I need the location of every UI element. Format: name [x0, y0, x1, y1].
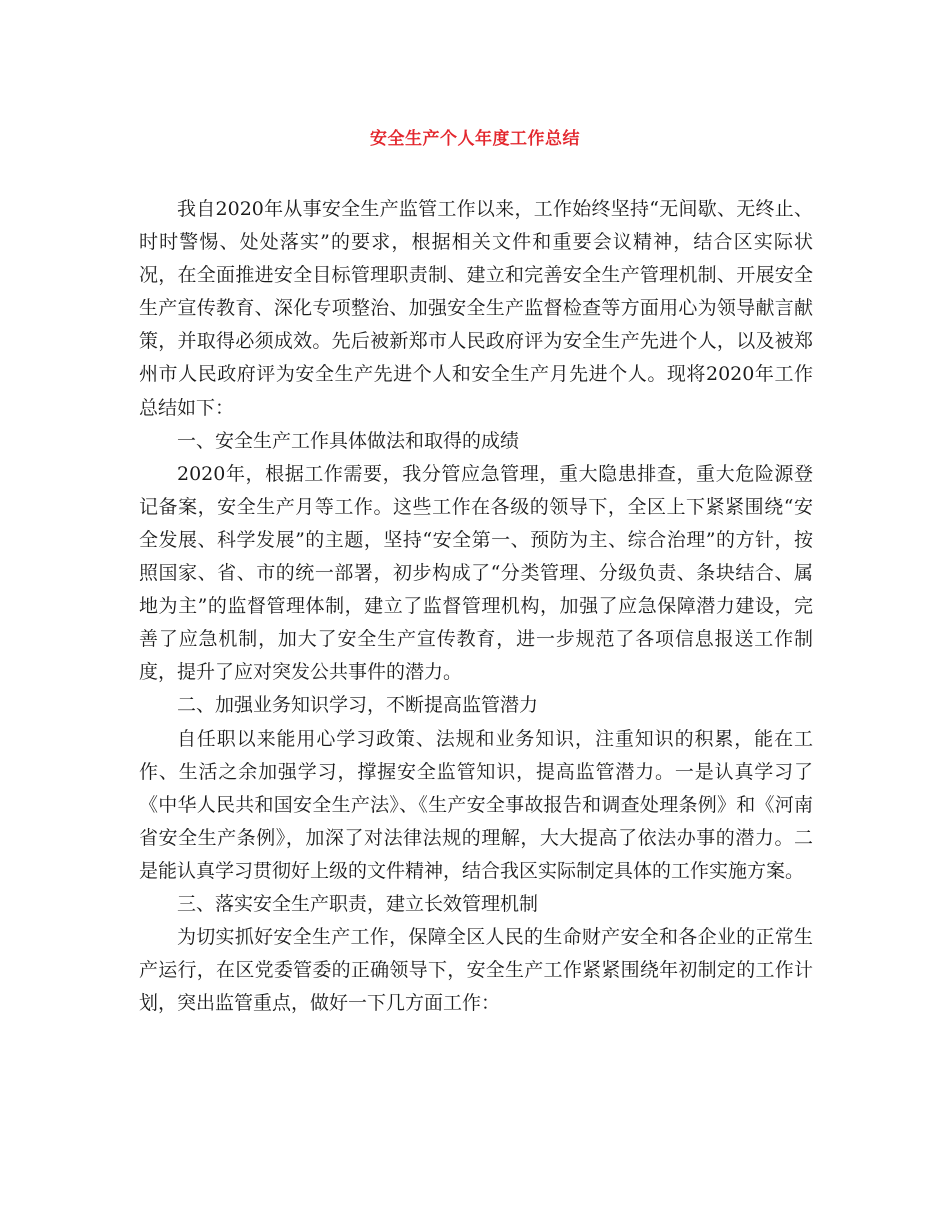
- section-heading-2: 二、加强业务知识学习，不断提高监管潜力: [177, 694, 539, 717]
- paragraph-section-1: 2020年，根据工作需要，我分管应急管理，重大隐患排查，重大危险源登记备案，安全生产月等工作。这些工作在各级的领导下，全区上下紧紧围绕“安全发展、科学发展”的主题，坚持“安全第一、预防为主、综合治理”的方针，按照国家、省、市的统一部署，初步构成了“分类管理、分级负责、条块结合、属地为主”的监督管理体制，建立了监督管理机构，加强了应急保障潜力建设，完善了应急机制，加大了安全生产宣传教育，进一步规范了各项信息报送工作制度，提升了应对突发公共事件的潜力。: [139, 462, 813, 684]
- document-body: [139, 193, 813, 1020]
- document-title: 安全生产个人年度工作总结: [370, 129, 580, 149]
- paragraph-section-2: 自任职以来能用心学习政策、法规和业务知识，注重知识的积累，能在工作、生活之余加强学习，撑握安全监管知识，提高监管潜力。一是认真学习了《中华人民共和国安全生产法》、《生产安全事故报告和调查处理条例》和《河南省安全生产条例》，加深了对法律法规的理解，大大提高了依法办事的潜力。二是能认真学习贯彻好上级的文件精神，结合我区实际制定具体的工作实施方案。: [139, 727, 813, 882]
- section-heading-1: 一、安全生产工作具体做法和取得的成绩: [177, 429, 520, 452]
- paragraph-section-3: 为切实抓好安全生产工作，保障全区人民的生命财产安全和各企业的正常生产运行，在区党委管委的正确领导下，安全生产工作紧紧围绕年初制定的工作计划，突出监管重点，做好一下几方面工作：: [139, 926, 813, 1015]
- paragraph-intro: 我自2020年从事安全生产监管工作以来，工作始终坚持“无间歇、无终止、时时警惕、处处落实”的要求，根据相关文件和重要会议精神，结合区实际状况，在全面推进安全目标管理职责制、建立和完善安全生产管理机制、开展安全生产宣传教育、深化专项整治、加强安全生产监督检查等方面用心为领导献言献策，并取得必须成效。先后被新郑市人民政府评为安全生产先进个人，以及被郑州市人民政府评为安全生产先进个人和安全生产月先进个人。现将2020年工作总结如下：: [139, 198, 813, 419]
- section-heading-3: 三、落实安全生产职责，建立长效管理机制: [177, 892, 539, 915]
